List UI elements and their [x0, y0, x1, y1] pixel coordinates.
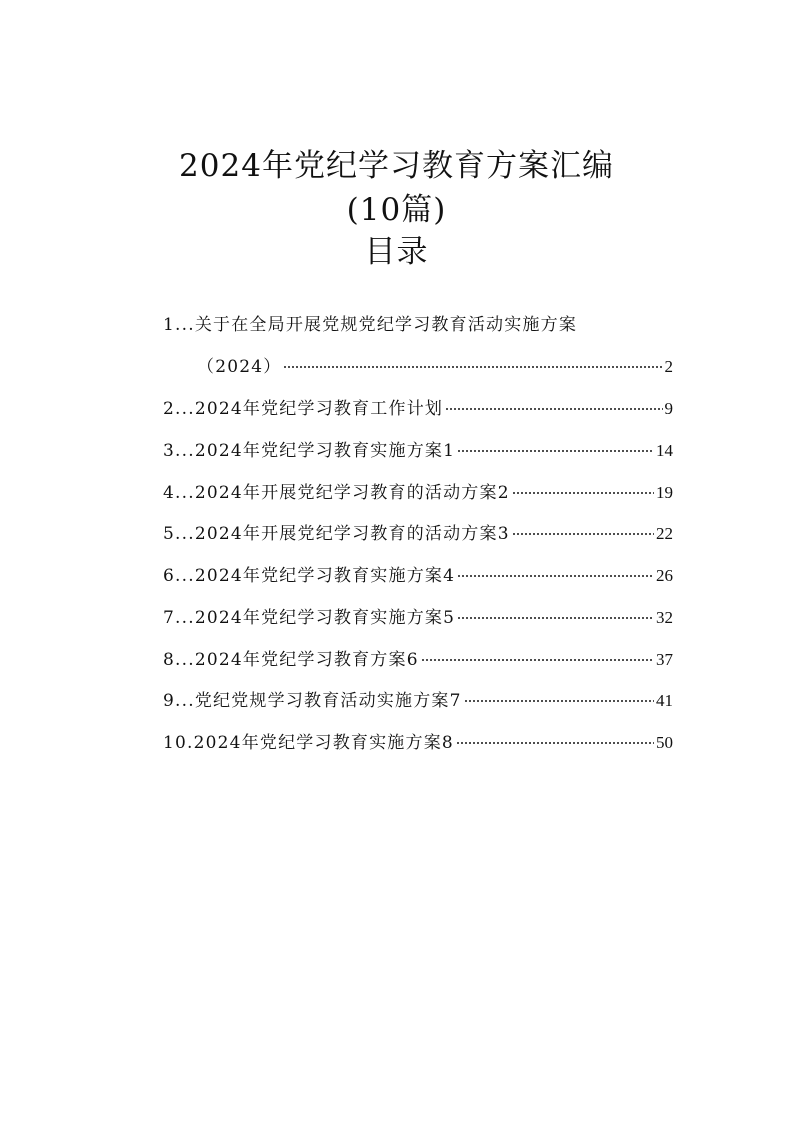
dot-leader — [445, 408, 662, 410]
toc-entry-10[interactable] — [163, 730, 673, 756]
document-title: 2024年党纪学习教育方案汇编 — [179, 148, 614, 184]
dot-leader — [457, 575, 654, 577]
toc-entry-label: （2024） — [197, 357, 282, 377]
dot-leader — [464, 700, 654, 702]
toc-entry-3[interactable] — [163, 438, 673, 464]
toc-entry-page-number: 26 — [656, 566, 673, 585]
toc-entry-label: 4...2024年开展党纪学习教育的活动方案2 — [163, 483, 510, 503]
toc-entry-6[interactable] — [163, 563, 673, 589]
dot-leader — [512, 533, 654, 535]
toc-entry-page-number: 19 — [656, 483, 673, 502]
dot-leader — [512, 492, 654, 494]
toc-entry-page-number: 50 — [656, 733, 673, 752]
toc-entry-label: 5...2024年开展党纪学习教育的活动方案3 — [163, 524, 510, 544]
dot-leader — [421, 659, 654, 661]
dot-leader — [456, 742, 654, 744]
toc-entry-page-number: 2 — [664, 357, 673, 376]
document-subtitle-count: (10篇) — [346, 192, 447, 228]
toc-entry-label: 2...2024年党纪学习教育工作计划 — [163, 399, 444, 419]
toc-entry-4[interactable] — [163, 480, 673, 506]
toc-entry-label: 3...2024年党纪学习教育实施方案1 — [163, 441, 456, 461]
toc-entry-label: 7...2024年党纪学习教育实施方案5 — [163, 608, 456, 628]
toc-heading: 目录 — [364, 234, 429, 270]
dot-leader — [457, 450, 654, 452]
toc-entry-page-number: 14 — [656, 441, 673, 460]
toc-entry-2[interactable] — [163, 396, 673, 422]
toc-entry-8[interactable] — [163, 647, 673, 673]
toc-entry-page-number: 32 — [656, 608, 673, 627]
toc-entry-page-number: 9 — [664, 399, 673, 418]
toc-entry-label: 10.2024年党纪学习教育实施方案8 — [163, 733, 454, 753]
toc-entry-5[interactable] — [163, 521, 673, 547]
toc-entry-label: 6...2024年党纪学习教育实施方案4 — [163, 566, 456, 586]
toc-entry-1[interactable] — [197, 354, 673, 380]
dot-leader — [457, 617, 654, 619]
toc-entry-7[interactable] — [163, 605, 673, 631]
toc-entry-9[interactable] — [163, 688, 673, 714]
toc-entry-page-number: 37 — [656, 650, 673, 669]
toc-entry-label: 9...党纪党规学习教育活动实施方案7 — [163, 691, 462, 711]
toc-entry-label: 8...2024年党纪学习教育方案6 — [163, 650, 419, 670]
toc-entry-1-label-line1[interactable]: 1...关于在全局开展党规党纪学习教育活动实施方案 — [163, 315, 578, 335]
toc-entry-page-number: 41 — [656, 691, 673, 710]
dot-leader — [283, 366, 662, 368]
toc-entry-page-number: 22 — [656, 524, 673, 543]
